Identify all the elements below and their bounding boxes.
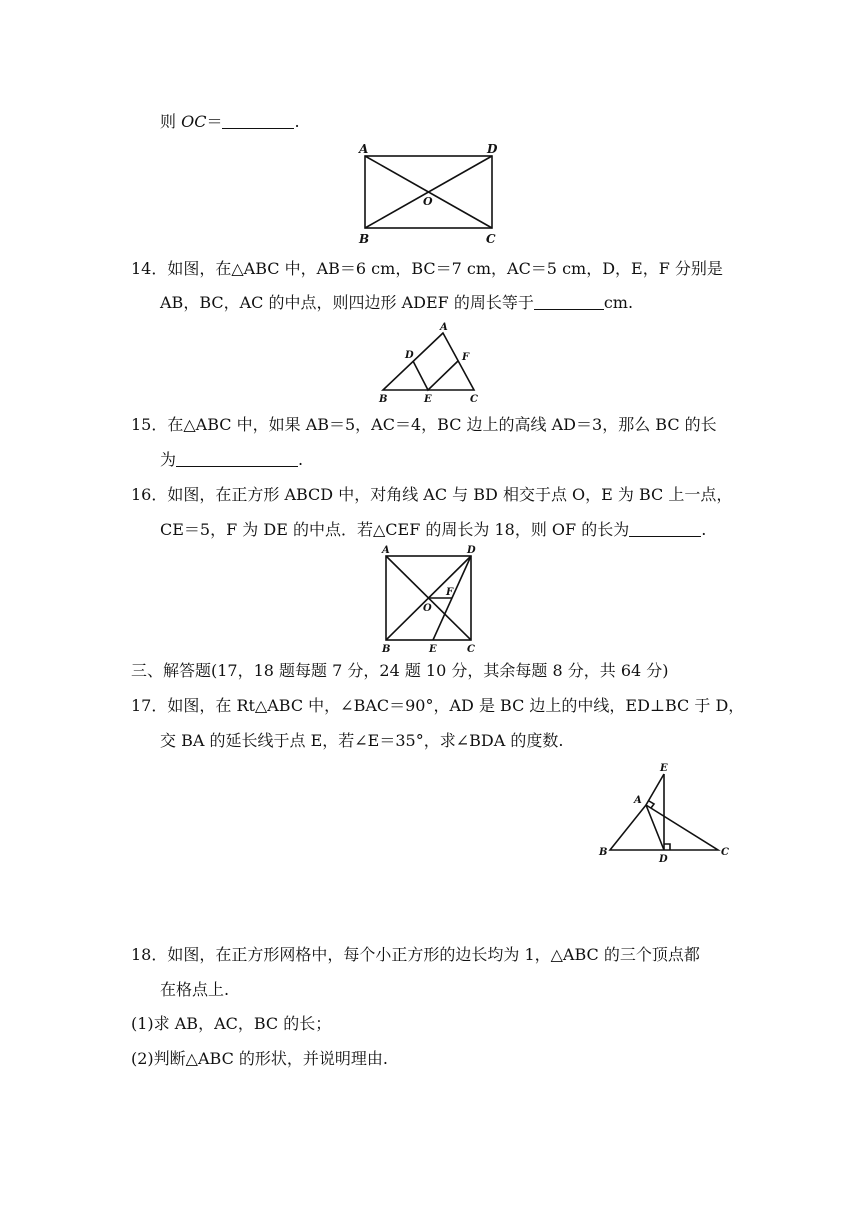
fig17-median-ad [646,805,664,850]
fig14-label-b: B [379,394,388,405]
fig17-label-a: A [634,795,642,806]
fig14-label-a: A [440,322,448,333]
fig17-label-d: D [659,854,668,865]
fig14-label-c: C [470,394,478,405]
q18-part1: (1)求 AB，AC，BC 的长； [131,1014,332,1033]
fig16-label-f: F [446,587,454,598]
q18-line1: 18．如图，在正方形网格中，每个小正方形的边长均为 1，△ABC 的三个顶点都 [131,945,700,964]
fig16-label-o: O [423,603,432,614]
q16-line2: CE＝5，F 为 DE 的中点．若△CEF 的周长为 18，则 OF 的长为 . [160,520,707,539]
section-3-heading: 三、解答题(17，18 题每题 7 分，24 题 10 分，其余每题 8 分，共 64 分) [131,661,669,680]
q13-answer-line: 则 OC＝ . [160,112,300,131]
q13-var: OC [181,112,207,131]
fig17-label-c: C [721,847,729,858]
fig13-label-c: C [486,232,496,246]
fig13-label-o: O [423,195,433,208]
fig13-label-b: B [359,232,370,246]
fig16-label-d: D [467,545,476,556]
fig17-right-angle-d [664,844,670,850]
fig16-label-b: B [382,644,391,655]
fig14-label-e: E [424,394,432,405]
fig16-label-a: A [382,545,390,556]
q16-line1: 16．如图，在正方形 ABCD 中，对角线 AC 与 BD 相交于点 O，E 为 BC 上一点， [131,485,733,504]
q14-line1: 14．如图，在△ABC 中，AB＝6 cm，BC＝7 cm，AC＝5 cm，D，E，F 分别是 [131,259,723,278]
q14-line2: AB，BC，AC 的中点，则四边形 ADEF 的周长等于 cm. [160,293,634,312]
fig17-label-e: E [660,763,668,774]
q17-line1: 17．如图，在 Rt△ABC 中，∠BAC＝90°，AD 是 BC 边上的中线，ED⊥BC 于 D， [131,696,745,715]
fig14-label-f: F [462,352,470,363]
fig16-label-c: C [467,644,475,655]
fig13-label-a: A [359,142,369,156]
q18-line2: 在格点上. [160,980,230,999]
q18-part2: (2)判断△ABC 的形状，并说明理由. [131,1049,388,1068]
fig17-segment-ea [646,774,664,805]
fig13-label-d: D [487,142,498,156]
q17-line2: 交 BA 的延长线于点 E，若∠E＝35°，求∠BDA 的度数. [160,731,564,750]
fig14-label-d: D [405,350,414,361]
q15-line2: 为 . [160,450,304,469]
q15-line1: 15．在△ABC 中，如果 AB＝5，AC＝4，BC 边上的高线 AD＝3，那么 BC 的长 [131,415,717,434]
fig16-label-e: E [429,644,437,655]
fig17-label-b: B [599,847,608,858]
